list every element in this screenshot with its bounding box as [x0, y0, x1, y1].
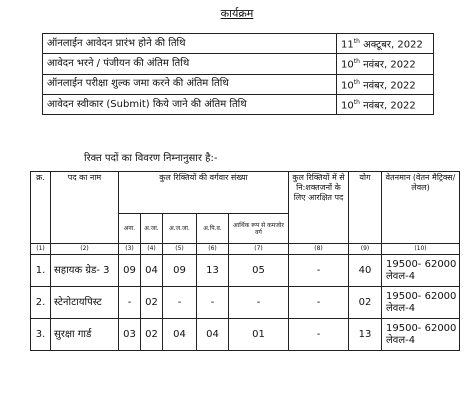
- cell-ur: 03: [119, 319, 141, 351]
- schedule-label: ऑनलाईन आवेदन प्रारंभ होने की तिथि: [43, 34, 337, 54]
- schedule-label: आवेदन स्वीकार (Submit) किये जाने की अंतिम तिथि: [43, 94, 337, 114]
- header-category-total: कुल रिक्तियों की वर्गवार संख्या: [119, 172, 289, 214]
- column-number: (1): [31, 244, 51, 255]
- cell-obc: 04: [197, 319, 229, 351]
- cell-ur: -: [119, 287, 141, 319]
- cell-obc: -: [197, 287, 229, 319]
- pay-scale: 19500- 62000: [386, 322, 457, 334]
- vacancy-table: [30, 171, 460, 351]
- pay-level: लेवल-4: [386, 302, 416, 314]
- header-post: पद का नाम: [51, 172, 119, 244]
- cell-ews: 05: [229, 255, 289, 287]
- cell-st: 04: [163, 319, 197, 351]
- header-pay: वेतनमान (वेतन मैट्रिक्स/ लेवल): [382, 172, 460, 244]
- schedule-row: [43, 94, 434, 114]
- subheader-ur: अना.: [119, 214, 141, 244]
- cell-serial: 3.: [31, 319, 51, 351]
- schedule-label: ऑनलाईन परीक्षा शुल्क जमा करने की अंतिम तिथि: [43, 74, 337, 94]
- pay-scale: 19500- 62000: [386, 258, 457, 270]
- cell-obc: 13: [197, 255, 229, 287]
- cell-pay: [382, 319, 460, 351]
- column-number: (9): [349, 244, 382, 255]
- cell-total: 02: [349, 287, 382, 319]
- schedule-date: 11th अक्टूबर, 2022: [337, 34, 434, 54]
- schedule-table: [42, 33, 434, 115]
- cell-post: सहायक ग्रेड- 3: [51, 255, 119, 287]
- column-number: (7): [229, 244, 289, 255]
- pay-scale: 19500- 62000: [386, 290, 457, 302]
- subheader-obc: अ.पि.व.: [197, 214, 229, 244]
- schedule-row: [43, 34, 434, 54]
- column-number: (8): [289, 244, 349, 255]
- schedule-row: [43, 54, 434, 74]
- cell-pay: [382, 287, 460, 319]
- cell-pay: [382, 255, 460, 287]
- cell-sc: 02: [141, 319, 163, 351]
- cell-ews: 01: [229, 319, 289, 351]
- cell-sc: 04: [141, 255, 163, 287]
- schedule-date: 10th नवंबर, 2022: [337, 94, 434, 114]
- schedule-date: 10th नवंबर, 2022: [337, 54, 434, 74]
- cell-ews: -: [229, 287, 289, 319]
- column-number: (3): [119, 244, 141, 255]
- pay-level: लेवल-4: [386, 270, 416, 282]
- cell-post: स्टेनोटायपिस्ट: [51, 287, 119, 319]
- cell-disabled: -: [289, 255, 349, 287]
- subheader-st: अ.ज.जा.: [163, 214, 197, 244]
- page-title: कार्यक्रम: [220, 7, 254, 20]
- cell-total: 13: [349, 319, 382, 351]
- cell-serial: 2.: [31, 287, 51, 319]
- table-row: [31, 287, 460, 319]
- schedule-date: 10th नवंबर, 2022: [337, 74, 434, 94]
- cell-st: 09: [163, 255, 197, 287]
- cell-total: 40: [349, 255, 382, 287]
- table-row: [31, 319, 460, 351]
- column-number: (4): [141, 244, 163, 255]
- column-number: (6): [197, 244, 229, 255]
- cell-post: सुरक्षा गार्ड: [51, 319, 119, 351]
- vacancy-intro: रिक्त पदों का विवरण निम्नानुसार है:-: [84, 153, 218, 164]
- subheader-ews: आर्थिक रूप से कमजोर वर्ग: [229, 214, 289, 244]
- column-number: (10): [382, 244, 460, 255]
- table-row: [31, 255, 460, 287]
- cell-st: -: [163, 287, 197, 319]
- subheader-sc: अ.जा.: [141, 214, 163, 244]
- header-disabled-reserved: कुल रिक्तियों में से नि:शक्तजनों के लिए आरक्षित पद: [289, 172, 349, 244]
- cell-serial: 1.: [31, 255, 51, 287]
- cell-disabled: -: [289, 319, 349, 351]
- pay-level: लेवल-4: [386, 334, 416, 346]
- cell-ur: 09: [119, 255, 141, 287]
- cell-sc: 02: [141, 287, 163, 319]
- schedule-row: [43, 74, 434, 94]
- header-total: योग: [349, 172, 382, 244]
- column-number: (5): [163, 244, 197, 255]
- schedule-label: आवेदन भरने / पंजीयन की अंतिम तिथि: [43, 54, 337, 74]
- cell-disabled: -: [289, 287, 349, 319]
- column-number: (2): [51, 244, 119, 255]
- header-serial: क्र.: [31, 172, 51, 244]
